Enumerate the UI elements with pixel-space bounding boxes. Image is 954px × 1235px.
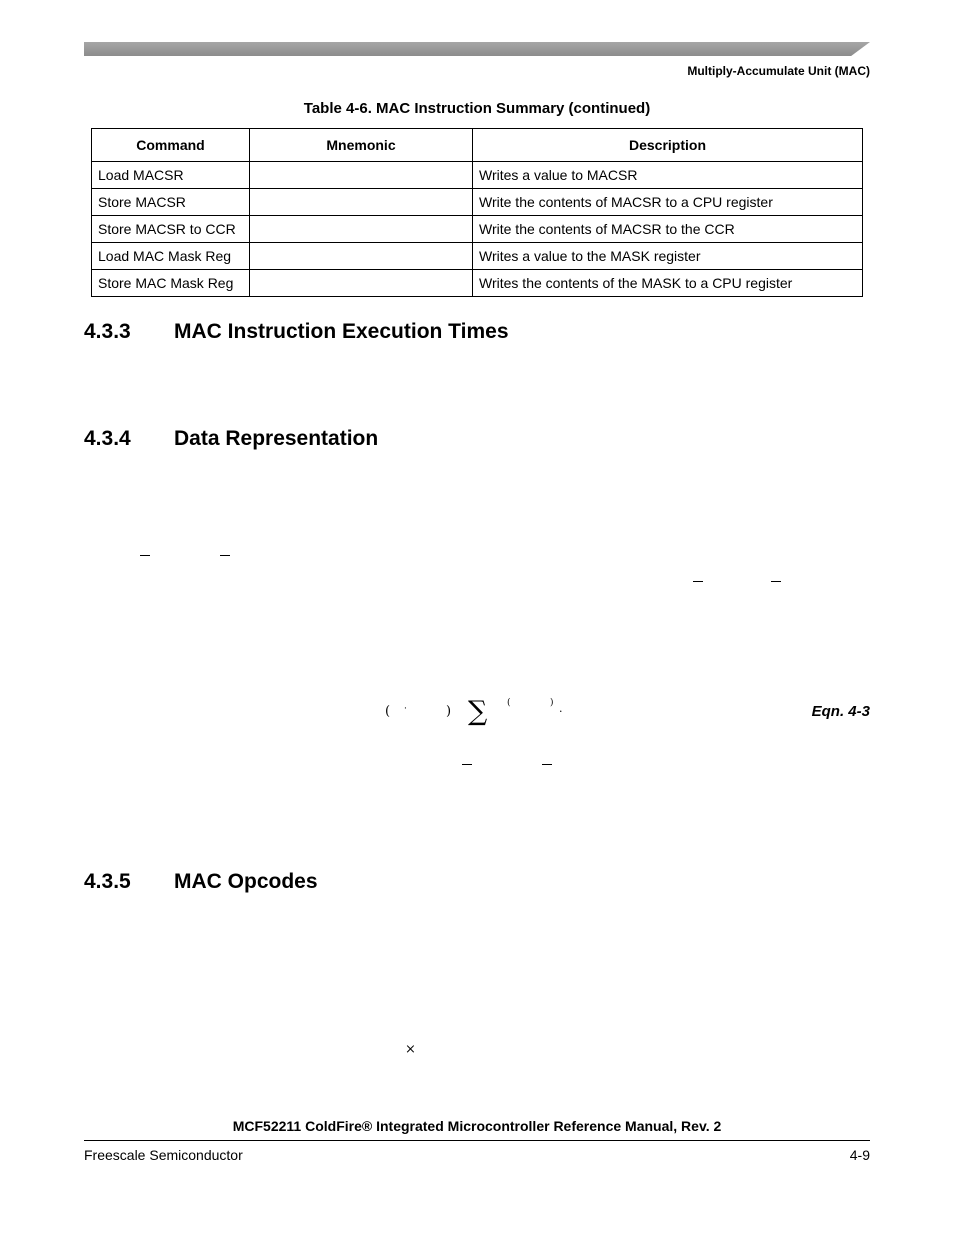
table-row — [92, 216, 863, 243]
header-bar — [84, 42, 870, 56]
table-row — [92, 243, 863, 270]
overbar-mark — [140, 555, 150, 556]
footer-company: Freescale Semiconductor — [84, 1147, 243, 1163]
table-row — [92, 162, 863, 189]
equation-period: . — [559, 702, 563, 715]
equation-label: Eqn. 4-3 — [811, 703, 870, 720]
running-head: Multiply-Accumulate Unit (MAC) — [687, 64, 870, 78]
table-caption: Table 4-6. MAC Instruction Summary (continued) — [303, 100, 651, 117]
command-cell: Store MACSR to CCR — [92, 216, 250, 243]
table-row — [92, 189, 863, 216]
description-cell: Writes the contents of the MASK to a CPU register — [473, 270, 863, 297]
command-cell: Store MACSR — [92, 189, 250, 216]
mac-instruction-table — [91, 128, 863, 297]
description-cell: Write the contents of MACSR to the CCR — [473, 216, 863, 243]
section-number: 4.3.3 — [84, 320, 131, 343]
footer-manual-title: MCF52211 ColdFire® Integrated Microcontroller Reference Manual, Rev. 2 — [232, 1118, 722, 1134]
column-header-description: Description — [473, 129, 863, 162]
command-cell: Load MACSR — [92, 162, 250, 189]
section-title: MAC Opcodes — [174, 870, 318, 893]
section-heading-4-3-4 — [84, 427, 378, 451]
equation-superscript-open: ( — [507, 698, 511, 708]
section-heading-4-3-3 — [84, 320, 509, 344]
description-cell: Writes a value to MACSR — [473, 162, 863, 189]
equation-open-paren: ( — [385, 704, 391, 719]
equation-close-paren: ) — [446, 704, 452, 719]
multiply-symbol: × — [405, 1042, 416, 1057]
table-row — [92, 270, 863, 297]
footer-page-number: 4-9 — [849, 1147, 870, 1163]
overbar-mark — [542, 764, 552, 765]
description-cell: Write the contents of MACSR to a CPU register — [473, 189, 863, 216]
section-number: 4.3.5 — [84, 870, 131, 893]
column-header-mnemonic: Mnemonic — [250, 129, 473, 162]
mnemonic-cell — [250, 216, 473, 243]
mnemonic-cell — [250, 270, 473, 297]
mnemonic-cell — [250, 162, 473, 189]
command-cell: Load MAC Mask Reg — [92, 243, 250, 270]
overbar-mark — [220, 555, 230, 556]
section-title: MAC Instruction Execution Times — [174, 320, 509, 343]
section-title: Data Representation — [174, 427, 379, 450]
overbar-mark — [693, 581, 703, 582]
description-cell: Writes a value to the MASK register — [473, 243, 863, 270]
overbar-mark — [771, 581, 781, 582]
equation-dot: · — [404, 704, 407, 714]
mnemonic-cell — [250, 189, 473, 216]
column-header-command: Command — [92, 129, 250, 162]
mnemonic-cell — [250, 243, 473, 270]
summation-symbol: ∑ — [468, 696, 488, 727]
section-heading-4-3-5 — [84, 870, 318, 894]
overbar-mark — [462, 764, 472, 765]
section-number: 4.3.4 — [84, 427, 131, 450]
table-header-row — [92, 129, 863, 162]
equation-superscript-close: ) — [550, 698, 554, 708]
command-cell: Store MAC Mask Reg — [92, 270, 250, 297]
footer-divider — [84, 1140, 870, 1141]
